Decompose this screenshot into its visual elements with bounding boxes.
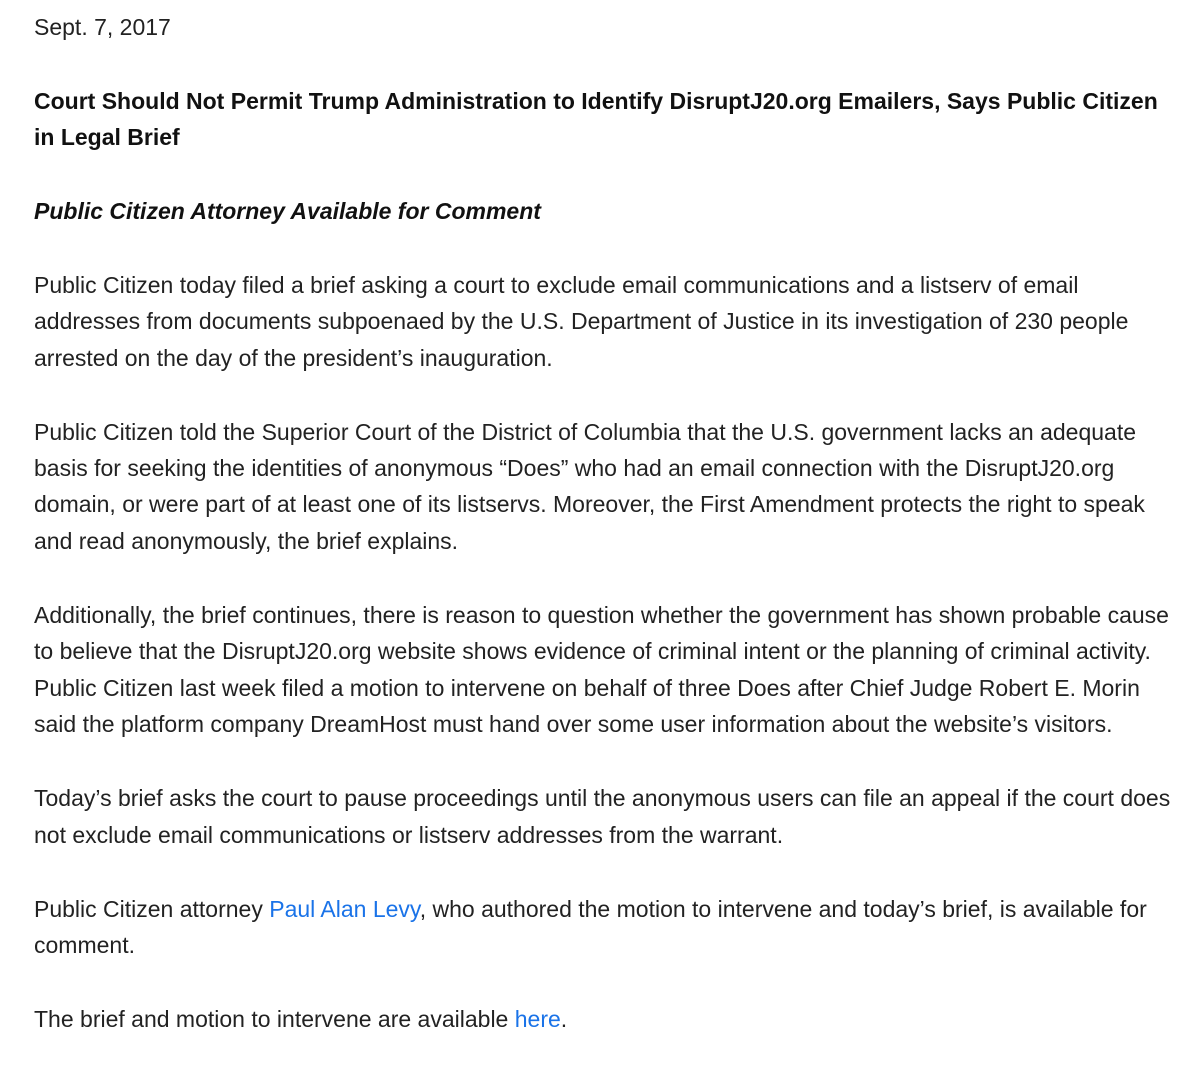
attorney-paragraph: [34, 891, 1184, 964]
here-link[interactable]: here: [514, 1006, 561, 1033]
closing-paragraph-before: The brief and motion to intervene are available: [34, 1006, 515, 1033]
paragraph-2: Public Citizen told the Superior Court of the District of Columbia that the U.S. government lacks an adequate basis for seeking the identities of anonymous “Does” who had an email connection with the DisruptJ20.org domain, or were part of at least one of its listservs. Moreover, the First Amendment protects the right to speak and read anonymously, the brief explains.: [34, 418, 1145, 554]
closing-paragraph-after: .: [560, 1006, 568, 1033]
headline: Court Should Not Permit Trump Administration to Identify DisruptJ20.org Emailers, Says Public Citizen in Legal Brief: [34, 88, 1158, 150]
attorney-link[interactable]: Paul Alan Levy: [269, 895, 420, 922]
attorney-paragraph-after: , who authored the motion to intervene and today’s brief, is available for comment.: [34, 895, 1147, 959]
subheadline: Public Citizen Attorney Available for Comment: [34, 198, 541, 224]
closing-paragraph: [34, 1001, 1184, 1037]
paragraph-3: Additionally, the brief continues, there is reason to question whether the government has shown probable cause to believe that the DisruptJ20.org website shows evidence of criminal intent or the planning of criminal activity. Public Citizen last week filed a motion to intervene on behalf of three Does after Chief Judge Robert E. Morin said the platform company DreamHost must hand over some user information about the website’s visitors.: [34, 602, 1169, 737]
attorney-paragraph-before: Public Citizen attorney: [34, 895, 270, 922]
paragraph-4: Today’s brief asks the court to pause proceedings until the anonymous users can file an appeal if the court does not exclude email communications or listserv addresses from the warrant.: [34, 785, 1171, 848]
press-release: [34, 9, 1184, 1076]
paragraph-1: Public Citizen today filed a brief asking a court to exclude email communications and a listserv of email addresses from documents subpoenaed by the U.S. Department of Justice in its investigation of 230 people arrested on the day of the president’s inauguration.: [34, 272, 1129, 371]
release-date: Sept. 7, 2017: [34, 14, 171, 40]
